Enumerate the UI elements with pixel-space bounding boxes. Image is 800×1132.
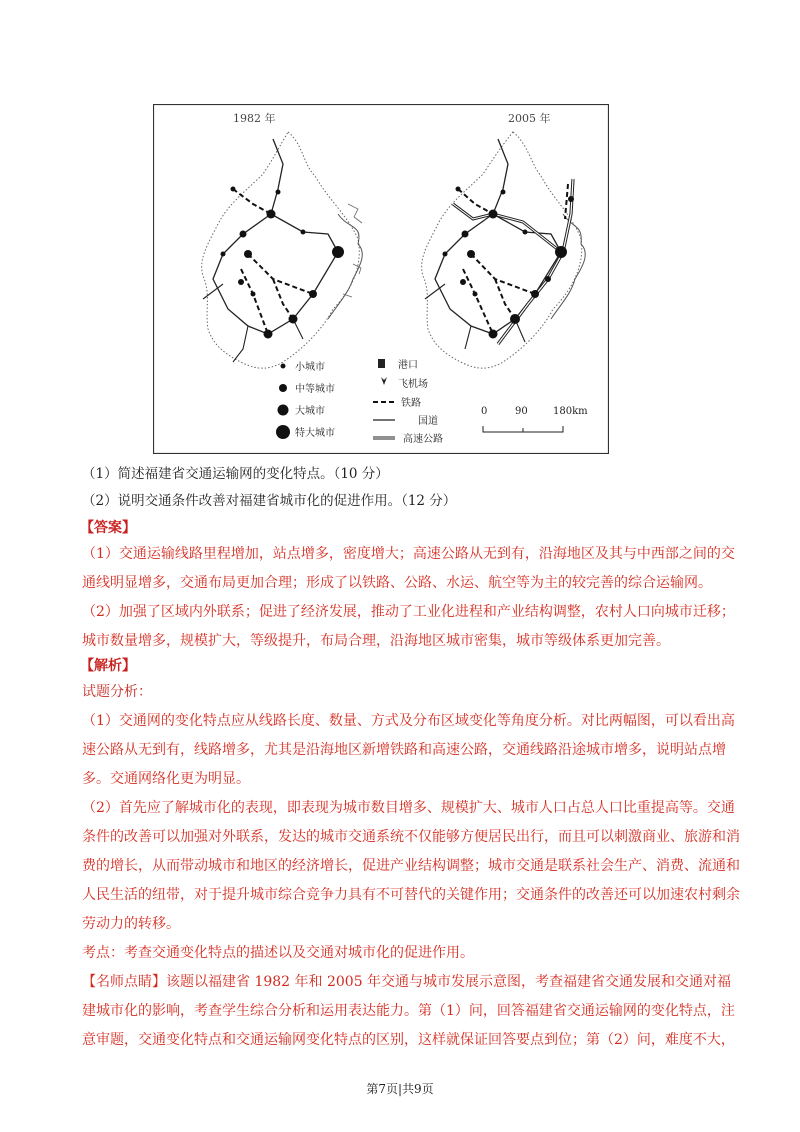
legend-port: 港口	[398, 360, 418, 371]
answer-body	[82, 540, 742, 656]
map-1982-label: 1982 年	[233, 112, 276, 125]
analysis-part-1: （1）交通网的变化特点应从线路长度、数量、方式及分布区域变化等角度分析。对比两幅图，可以看出高速公路从无到有，线路增多，尤其是沿海地区新增铁路和高速公路，交通线路沿途城市增多，说明站点增多。交通网络化更为明显。	[82, 713, 735, 787]
answer-part-1: （1）交通运输线路里程增加，站点增多，密度增大；高速公路从无到有，沿海地区及其与中西部之间的交通线明显增多，交通布局更加合理；形成了以铁路、公路、水运、航空等为主的较完善的综合运输网。	[82, 546, 735, 591]
question-1: （1）简述福建省交通运输网的变化特点。（10 分）	[82, 466, 389, 482]
legend-airport: 飞机场	[398, 379, 428, 390]
legend-expressway: 高速公路	[403, 434, 443, 445]
analysis-heading: 【解析】	[80, 658, 136, 674]
page-number: 第7页|共9页	[366, 1082, 434, 1096]
analysis-intro: 试题分析：	[82, 684, 152, 700]
legend-mega-city: 特大城市	[295, 428, 335, 439]
analysis-kaodian: 考点：考查交通变化特点的描述以及交通对城市化的促进作用。	[82, 945, 474, 961]
answer-heading: 【答案】	[80, 520, 136, 536]
legend-large-city: 大城市	[295, 406, 325, 417]
teacher-comment: 【名师点睛】该题以福建省 1982 年和 2005 年交通与城市发展示意图，考查福建省交通发展和交通对福建城市化的影响，考查学生综合分析和运用表达能力。第（1）问，回答福建省交通运输网的变化特点，注意审题，交通变化特点和交通运输网变化特点的区别，这样就保证回答要点到位；第（2）问，难度不大，	[82, 974, 735, 1048]
question-2: （2）说明交通条件改善对福建省城市化的促进作用。（12 分）	[82, 493, 457, 509]
legend-railway: 铁路	[401, 398, 421, 409]
legend-medium-city: 中等城市	[295, 384, 335, 395]
scale-tick-180: 180km	[553, 406, 588, 417]
map-2005-label: 2005 年	[508, 112, 551, 125]
analysis-body	[82, 678, 742, 1055]
answer-part-2: （2）加强了区域内外联系；促进了经济发展，推动了工业化进程和产业结构调整，农村人口向城市迁移；城市数量增多，规模扩大，等级提升，布局合理，沿海地区城市密集，城市等级体系更加完善。	[82, 604, 735, 649]
fujian-transport-map-figure	[153, 104, 609, 454]
port-icon	[378, 359, 385, 368]
legend-national-road: 国道	[418, 416, 438, 427]
scale-tick-0: 0	[481, 406, 488, 417]
scale-tick-90: 90	[515, 406, 528, 417]
analysis-part-2: （2）首先应了解城市化的表现，即表现为城市数目增多、规模扩大、城市人口占总人口比重提高等。交通条件的改善可以加强对外联系，发达的城市交通系统不仅能够方便居民出行，而且可以刺激商业、旅游和消费的增长，从而带动城市和地区的经济增长，促进产业结构调整；城市交通是联系社会生产、消费、流通和人民生活的纽带，对于提升城市综合竞争力具有不可替代的关键作用；交通条件的改善还可以加速农村剩余劳动力的转移。	[82, 800, 740, 932]
legend-small-city: 小城市	[295, 362, 325, 373]
